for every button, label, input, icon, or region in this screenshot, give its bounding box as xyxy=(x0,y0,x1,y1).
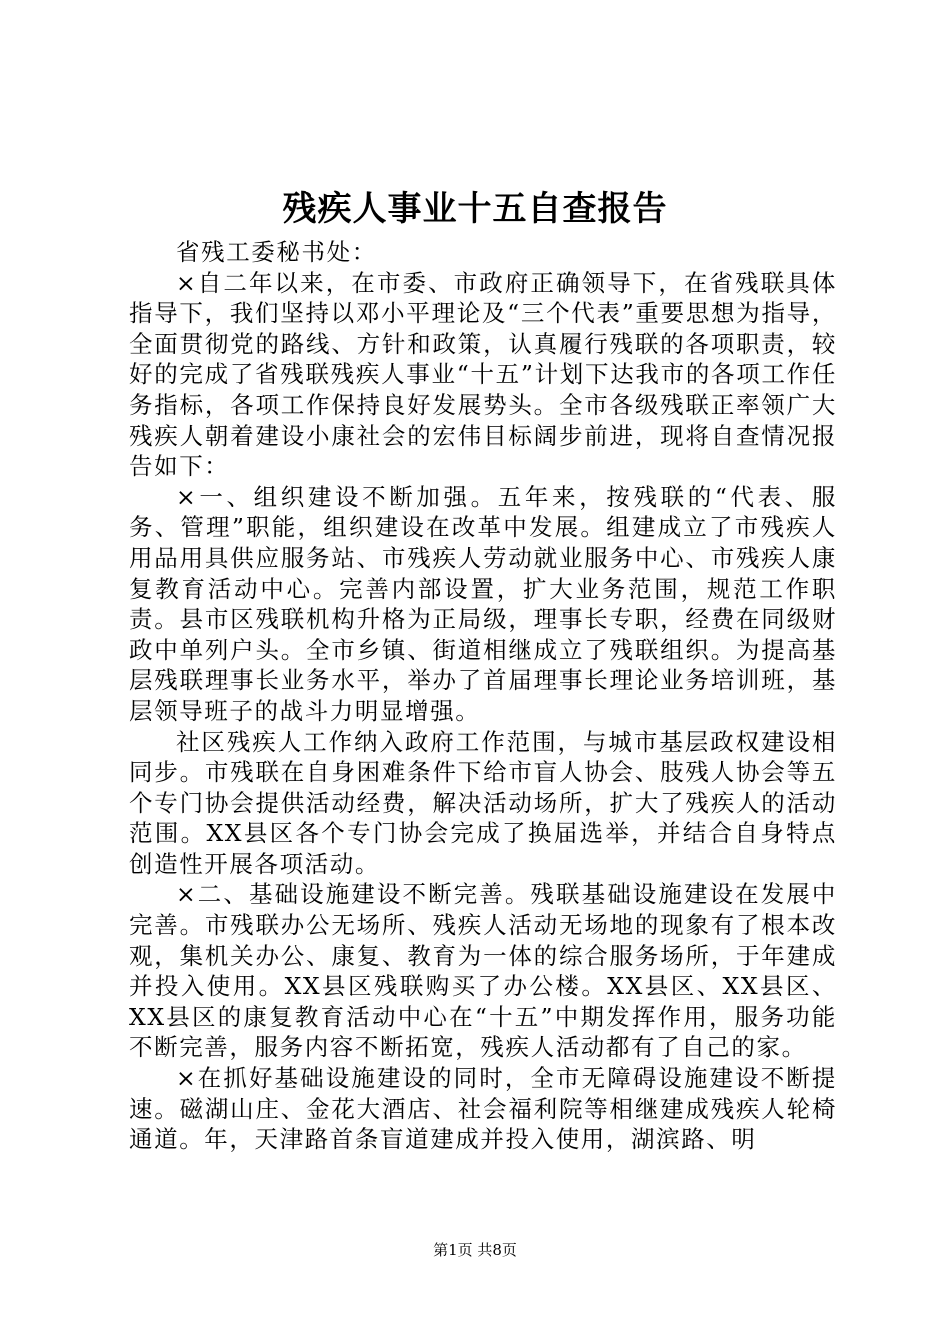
document-body xyxy=(129,237,837,1155)
page-number-footer: 第1页 共8页 xyxy=(433,1241,517,1259)
document-title: 残疾人事业十五自查报告 xyxy=(282,189,668,229)
salutation: 省残工委秘书处： xyxy=(176,238,377,266)
paragraph: ×一、组织建设不断加强。五年来，按残联的“代表、服务、管理”职能，组织建设在改革中发展。组建成立了市残疾人用品用具供应服务站、市残疾人劳动就业服务中心、市残疾人康复教育活动中心。完善内部设置，扩大业务范围，规范工作职责。县市区残联机构升格为正局级，理事长专职，经费在同级财政中单列户头。全市乡镇、街道相继成立了残联组织。为提高基层残联理事长业务水平，举办了首届理事长理论业务培训班，基层领导班子的战斗力明显增强。 xyxy=(129,482,837,725)
paragraph: 社区残疾人工作纳入政府工作范围，与城市基层政权建设相同步。市残联在自身困难条件下给市盲人协会、肢残人协会等五个专门协会提供活动经费，解决活动场所，扩大了残疾人的活动范围。XX县区各个专门协会完成了换届选举，并结合自身特点创造性开展各项活动。 xyxy=(129,727,837,878)
paragraph: ×二、基础设施建设不断完善。残联基础设施建设在发展中完善。市残联办公无场所、残疾人活动无场地的现象有了根本改观，集机关办公、康复、教育为一体的综合服务场所，于年建成并投入使用。XX县区残联购买了办公楼。XX县区、XX县区、XX县区的康复教育活动中心在“十五”中期发挥作用，服务功能不断完善，服务内容不断拓宽，残疾人活动都有了自己的家。 xyxy=(129,880,837,1062)
paragraph: ×自二年以来，在市委、市政府正确领导下，在省残联具体指导下，我们坚持以邓小平理论及“三个代表”重要思想为指导，全面贯彻党的路线、方针和政策，认真履行残联的各项职责，较好的完成了省残联残疾人事业“十五”计划下达我市的各项工作任务指标，各项工作保持良好发展势头。全市各级残联正率领广大残疾人朝着建设小康社会的宏伟目标阔步前进，现将自查情况报告如下： xyxy=(129,268,837,481)
paragraph: ×在抓好基础设施建设的同时，全市无障碍设施建设不断提速。磁湖山庄、金花大酒店、社会福利院等相继建成残疾人轮椅通道。年，天津路首条盲道建成并投入使用，湖滨路、明 xyxy=(129,1064,837,1154)
